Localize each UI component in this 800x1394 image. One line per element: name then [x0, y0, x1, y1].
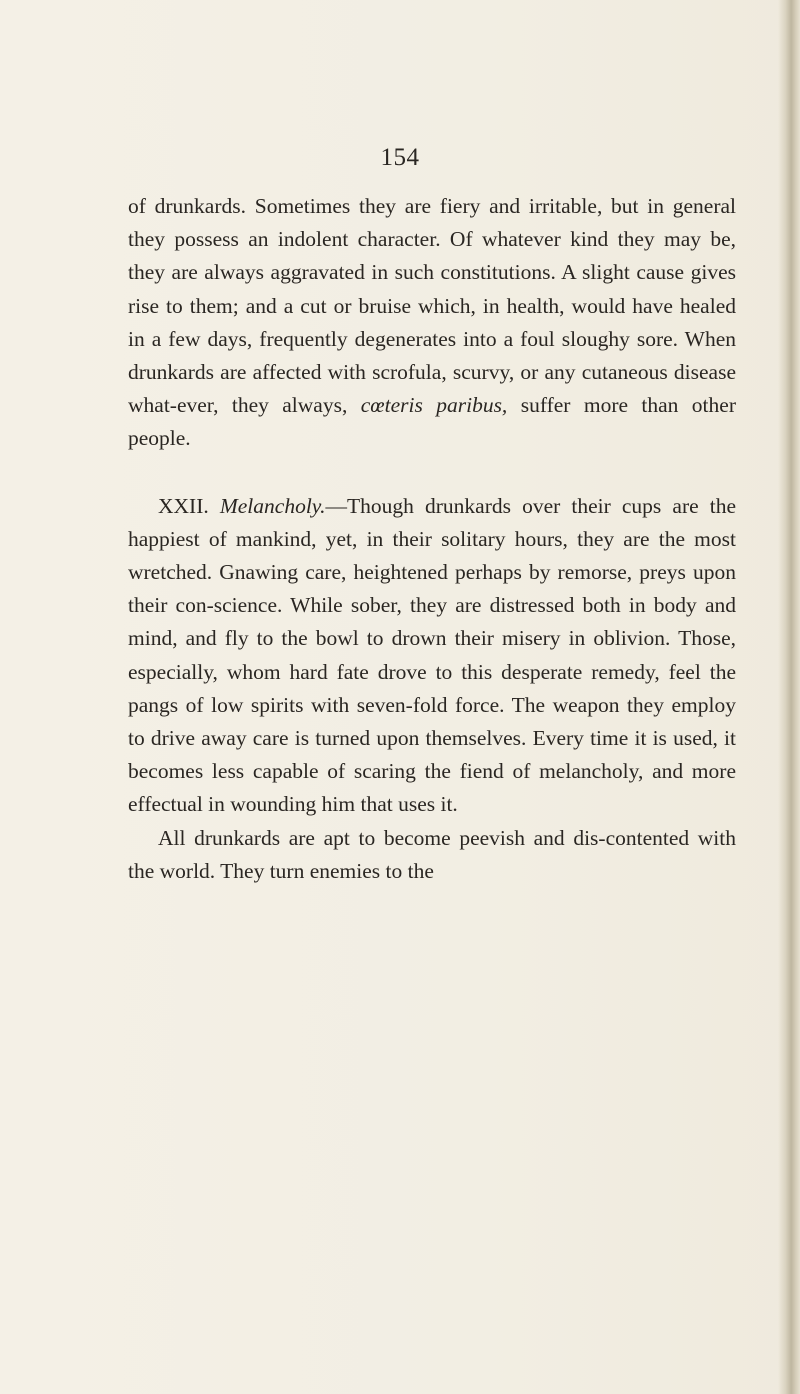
latin-phrase: cœteris paribus, [360, 393, 508, 418]
page-number: 154 [380, 144, 420, 171]
section-numeral: XXII. [158, 493, 209, 518]
paragraph-text: of drunkards. Sometimes they are fiery and irritable, but in general they possess an indolent character. Of whatever kind they may be, they are always aggravated in such constitutions. A slight cause gives rise to them; and a cut or bruise which, in health, would have healed in a few days, frequently degenerates into a foul sloughy sore. When drunkards are affected with scrofula, scurvy, or any cutaneous disease what-ever, they always, [128, 194, 736, 418]
paragraph-discontent: All drunkards are apt to become peevish and dis-contented with the world. They turn enemies to the [128, 825, 736, 883]
paragraph-continuation [128, 190, 736, 456]
section-heading: Melancholy. [219, 493, 326, 518]
page-binding-edge [778, 0, 800, 1394]
body-text [128, 190, 736, 888]
paragraph-text: —Though drunkards over their cups are the happiest of mankind, yet, in their solitary hours, they are the most wretched. Gnawing care, heightened perhaps by remorse, preys upon their con-science. While sober, they are distressed both in body and mind, and fly to the bowl to drown their misery in oblivion. Those, especially, whom hard fate drove to this desperate remedy, feel the pangs of low spirits with seven-fold force. The weapon they employ to drive away care is turned upon themselves. Every time it is used, it becomes less capable of scaring the fiend of melancholy, and more effectual in wounding him that uses it. [128, 493, 737, 817]
paragraph-melancholy [128, 490, 736, 822]
paragraph-text-end: suffer more than other people. [128, 393, 736, 451]
